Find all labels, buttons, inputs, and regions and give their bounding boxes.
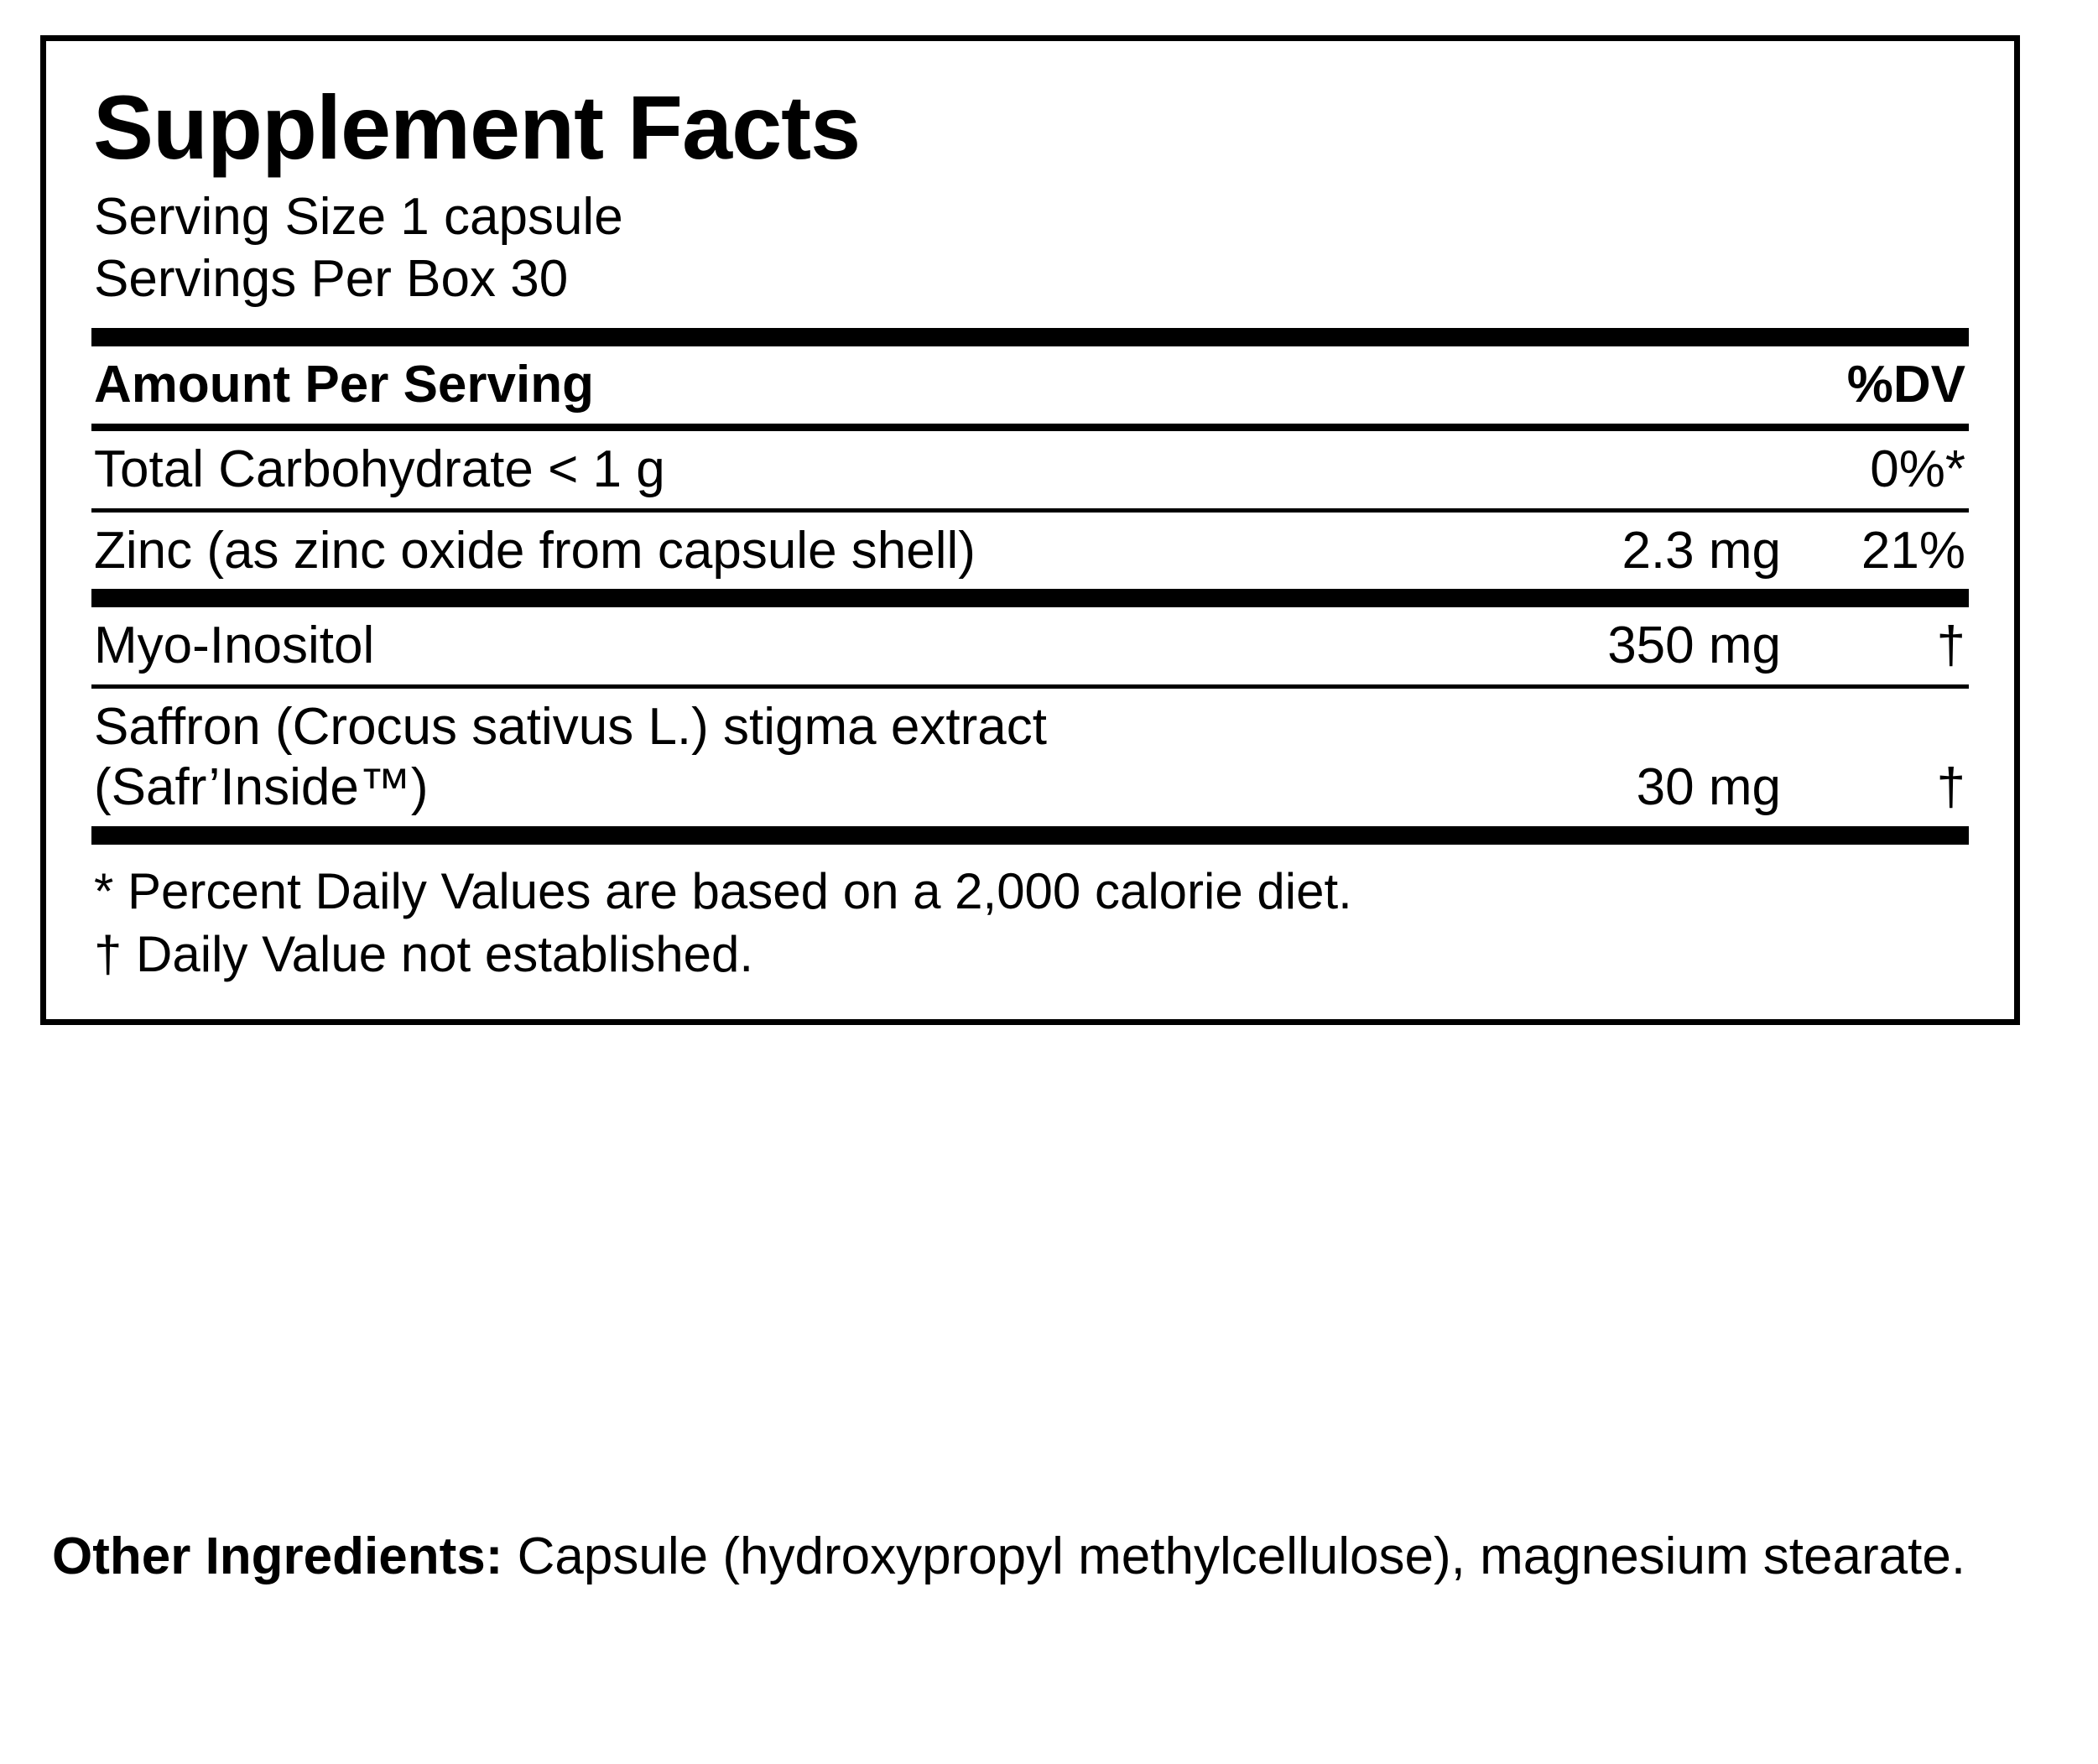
nutrient-dv: 0%* — [1870, 440, 1965, 498]
divider-thick-top — [91, 328, 1969, 346]
other-ingredients-block — [52, 1525, 2015, 1589]
other-ingredients-label: Other Ingredients: — [52, 1527, 503, 1585]
nutrient-dv: 21% — [1861, 521, 1965, 580]
other-ingredients-text: Capsule (hydroxypropyl methylcellulose), magnesium stearate. — [517, 1527, 1966, 1585]
daily-value-label: %DV — [1846, 355, 1965, 414]
serving-size-text: Serving Size 1 capsule — [94, 188, 623, 247]
nutrient-amount: 30 mg — [1636, 758, 1781, 817]
supplement-facts-panel — [40, 35, 2020, 1025]
table-row — [91, 431, 1969, 508]
nutrient-amount: 350 mg — [1607, 617, 1781, 675]
nutrient-name: Zinc (as zinc oxide from capsule shell) — [94, 521, 976, 580]
nutrient-name — [91, 689, 1529, 826]
table-row — [91, 689, 1969, 826]
nutrient-dv: † — [1936, 617, 1965, 675]
amount-per-serving-header — [91, 346, 1969, 424]
nutrient-amount: 2.3 mg — [1622, 521, 1781, 580]
nutrient-dv: † — [1936, 758, 1965, 817]
divider-thick-bottom — [91, 826, 1969, 845]
table-row — [91, 607, 1969, 684]
nutrient-name-line-1: Saffron (Crocus sativus L.) stigma extract — [94, 698, 1047, 757]
nutrient-name: Total Carbohydrate < 1 g — [94, 440, 665, 498]
page-title: Supplement Facts — [93, 76, 861, 178]
nutrient-amount — [1529, 492, 1781, 508]
table-row — [91, 513, 1969, 590]
divider-under-header — [91, 424, 1969, 431]
servings-per-container-text: Servings Per Box 30 — [94, 249, 569, 308]
nutrient-name: Myo-Inositol — [94, 617, 375, 675]
amount-per-serving-label: Amount Per Serving — [94, 355, 594, 414]
footnote-dv-not-established: † Daily Value not established. — [94, 926, 754, 983]
nutrient-name-line-2: (Safr’Inside™) — [94, 758, 429, 817]
footnote-daily-value-basis: * Percent Daily Values are based on a 2,000 calorie diet. — [94, 863, 1352, 920]
divider-thick-mid — [91, 589, 1969, 607]
